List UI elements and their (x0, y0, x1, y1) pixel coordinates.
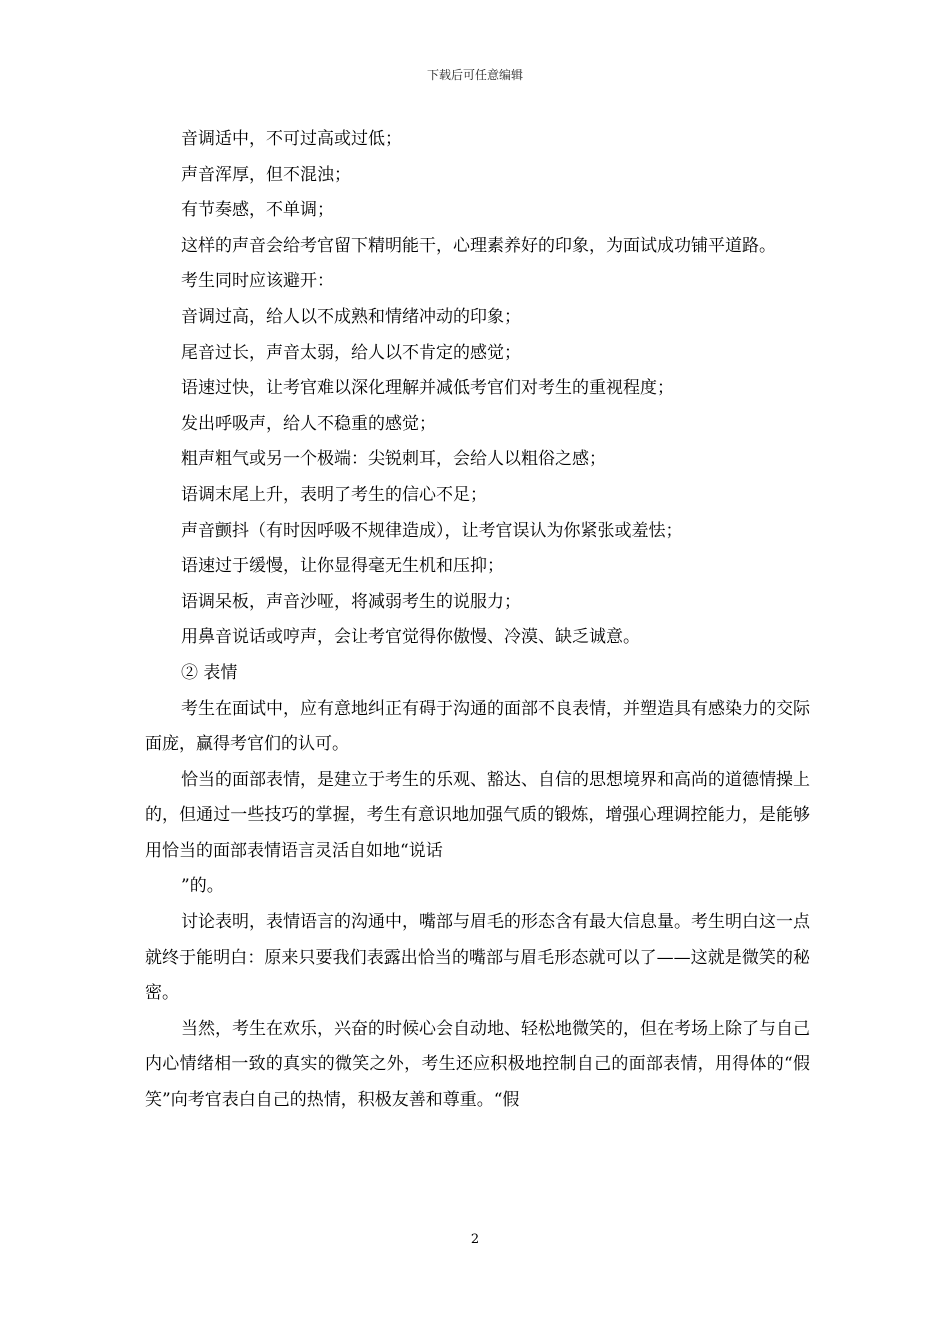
paragraph: 音调过高，给人以不成熟和情绪冲动的印象； (181, 306, 521, 327)
paragraph: 考生在面试中，应有意地纠正有碍于沟通的面部不良表情，并塑造具有感染力的交际面庞，赢得考官们的认可。 (145, 698, 810, 755)
paragraph: 发出呼吸声，给人不稳重的感觉； (181, 413, 436, 434)
paragraph: 粗声粗气或另一个极端：尖锐刺耳，会给人以粗俗之感； (181, 449, 606, 470)
paragraph: 语速过于缓慢，让你显得毫无生机和压抑； (181, 556, 504, 577)
section-heading: ② 表情 (181, 662, 238, 683)
paragraph: 恰当的面部表情，是建立于考生的乐观、豁达、自信的思想境界和高尚的道德情操上的，但通过一些技巧的掌握，考生有意识地加强气质的锻炼，增强心理调控能力，是能够用恰当的面部表情语言灵活自如地“说话 (145, 769, 810, 861)
paragraph: 声音浑厚，但不混浊； (181, 164, 351, 185)
paragraph: 语速过快，让考官难以深化理解并减低考官们对考生的重视程度； (181, 378, 674, 399)
paragraph: 尾音过长，声音太弱，给人以不肯定的感觉； (181, 342, 521, 363)
paragraph: 声音颤抖（有时因呼吸不规律造成），让考官误认为你紧张或羞怯； (181, 520, 683, 541)
paragraph: 讨论表明，表情语言的沟通中，嘴部与眉毛的形态含有最大信息量。考生明白这一点就终于能明白：原来只要我们表露出恰当的嘴部与眉毛形态就可以了——这就是微笑的秘密。 (145, 912, 810, 1004)
page-header: 下载后可任意编辑 (426, 68, 523, 82)
page-number: 2 (470, 1232, 480, 1247)
paragraph: 音调适中，不可过高或过低； (181, 129, 402, 149)
paragraph: 这样的声音会给考官留下精明能干，心理素养好的印象，为面试成功铺平道路。 (181, 235, 776, 256)
paragraph: 用鼻音说话或哼声，会让考官觉得你傲慢、冷漠、缺乏诚意。 (181, 627, 640, 648)
paragraph: 语调呆板，声音沙哑，将减弱考生的说服力； (181, 591, 521, 612)
paragraph: ”的。 (181, 876, 224, 897)
paragraph: 当然，考生在欢乐，兴奋的时候心会自动地、轻松地微笑的，但在考场上除了与自己内心情绪相一致的真实的微笑之外，考生还应积极地控制自己的面部表情，用得体的“假笑”向考官表白自己的热情，积极友善和尊重。“假 (145, 1018, 810, 1111)
paragraph: 语调末尾上升，表明了考生的信心不足； (181, 484, 487, 505)
paragraph: 考生同时应该避开： (181, 271, 334, 292)
paragraph: 有节奏感，不单调； (181, 200, 334, 221)
document-body (145, 122, 810, 1119)
